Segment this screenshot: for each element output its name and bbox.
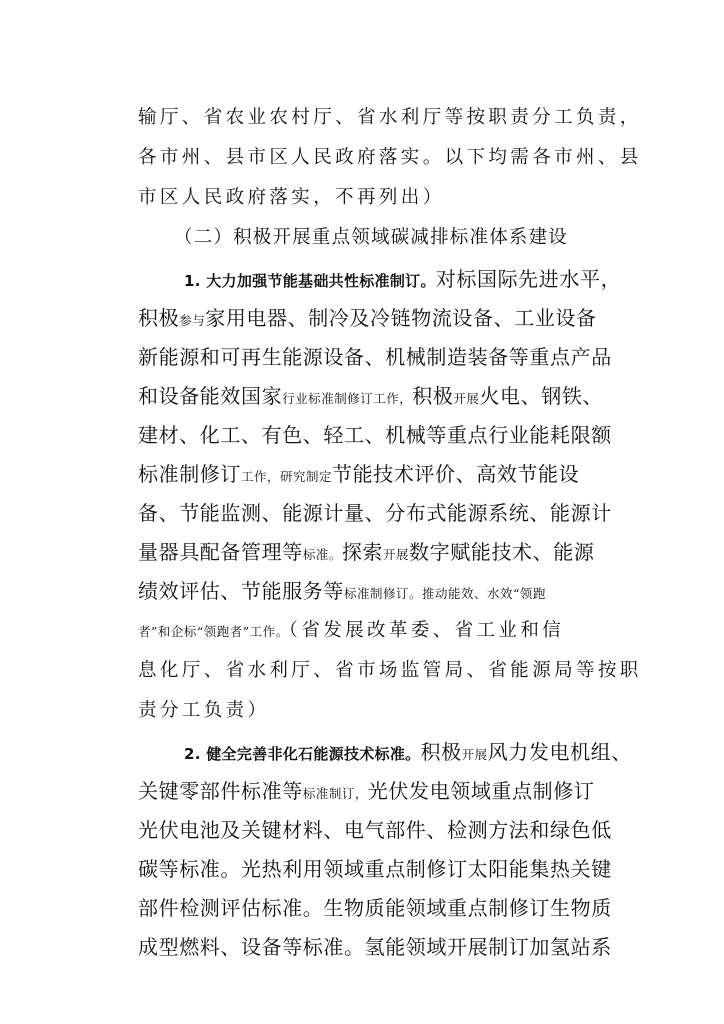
item2-line-1 — [138, 733, 632, 772]
item1-line-12: 责分工负责） — [138, 700, 270, 721]
text-run: 积极 — [138, 306, 180, 330]
text-run: 火电、钢铁、 — [479, 384, 604, 408]
text-run: 和设备能效国家 — [138, 384, 283, 408]
paragraph-line: 各市州、县市区人民政府落实。以下均需各市州、县 — [138, 147, 642, 168]
document-page — [138, 98, 642, 967]
text-run: 积极 — [412, 384, 454, 408]
text-run: 探索 — [341, 540, 384, 564]
small-run: 参与 — [179, 313, 206, 328]
item1-line-3: 新能源和可再生能源设备、机械制造装备等重点产品 — [138, 345, 612, 369]
text-run: 量器具配备管理等 — [138, 540, 303, 564]
item1-line-2 — [138, 299, 597, 338]
text-run: 光伏发电领域重点制修订 — [367, 779, 595, 803]
text-run: （省发展改革委、省工业和信 — [288, 620, 565, 641]
paragraph-line: 输厅、省农业农村厅、省水利厅等按职责分工负责， — [138, 107, 642, 128]
item1-line-4 — [138, 377, 604, 416]
item1-line-7: 备、节能监测、能源计量、分布式能源系统、能源计 — [138, 501, 612, 525]
small-run: 标准。 — [302, 547, 342, 562]
small-run: 开展 — [383, 547, 410, 562]
item1-line-5: 建材、化工、有色、轻工、机械等重点行业能耗限额 — [138, 423, 612, 447]
text-run: 家用电器、制冷及冷链物流设备、工业设备 — [205, 306, 597, 330]
item1-line-1 — [138, 260, 622, 299]
text-run: 绩效评估、节能服务等 — [138, 579, 344, 603]
small-run: 标准制订， — [302, 786, 368, 801]
section-heading: （二）积极开展重点领域碳减排标准体系建设 — [174, 227, 569, 248]
item1-line-10 — [138, 611, 594, 651]
small-run: 标准制修订。推动能效、水效“领跑 — [344, 586, 546, 601]
small-run: 开展 — [453, 391, 480, 406]
item2-title: 2. 健全完善非化石能源技术标准。 — [184, 745, 421, 763]
item2-line-4: 碳等标准。光热利用领域重点制修订太阳能集热关键 — [138, 857, 612, 881]
item2-line-6: 成型燃料、设备等标准。氢能领域开展制订加氢站系 — [138, 935, 612, 959]
text-run: 标准制修订 — [138, 462, 241, 486]
text-run: 节能技术评价、高效节能设 — [332, 462, 580, 486]
text-run: 积极 — [420, 740, 462, 764]
text-run: 数字赋能技术、能源 — [409, 540, 595, 564]
small-run: 者”和企标“领跑者”工作。 — [138, 624, 289, 639]
item1-line-8 — [138, 533, 594, 572]
item1-title: 1. 大力加强节能基础共性标准制订。 — [184, 272, 436, 290]
paragraph-line: 市区人民政府落实，不再列出） — [138, 187, 445, 208]
small-run: 行业标准制修订工作， — [282, 391, 413, 406]
item2-line-3: 光伏电池及关键材料、电气部件、检测方法和绿色低 — [138, 818, 612, 842]
small-run: 开展 — [461, 747, 488, 762]
item1-line-11: 息化厅、省水利厅、省市场监管局、省能源局等按职 — [138, 660, 642, 681]
text-run: 关键零部件标准等 — [138, 779, 303, 803]
item2-line-2 — [138, 772, 594, 811]
small-run: 工作，研究制定 — [241, 469, 333, 484]
item1-line-9 — [138, 572, 594, 611]
text-run: 对标国际先进水平， — [435, 267, 622, 291]
item2-line-5: 部件检测评估标准。生物质能领域重点制修订生物质 — [138, 896, 612, 920]
text-run: 风力发电机组、 — [487, 740, 632, 764]
item1-line-6 — [138, 455, 594, 494]
